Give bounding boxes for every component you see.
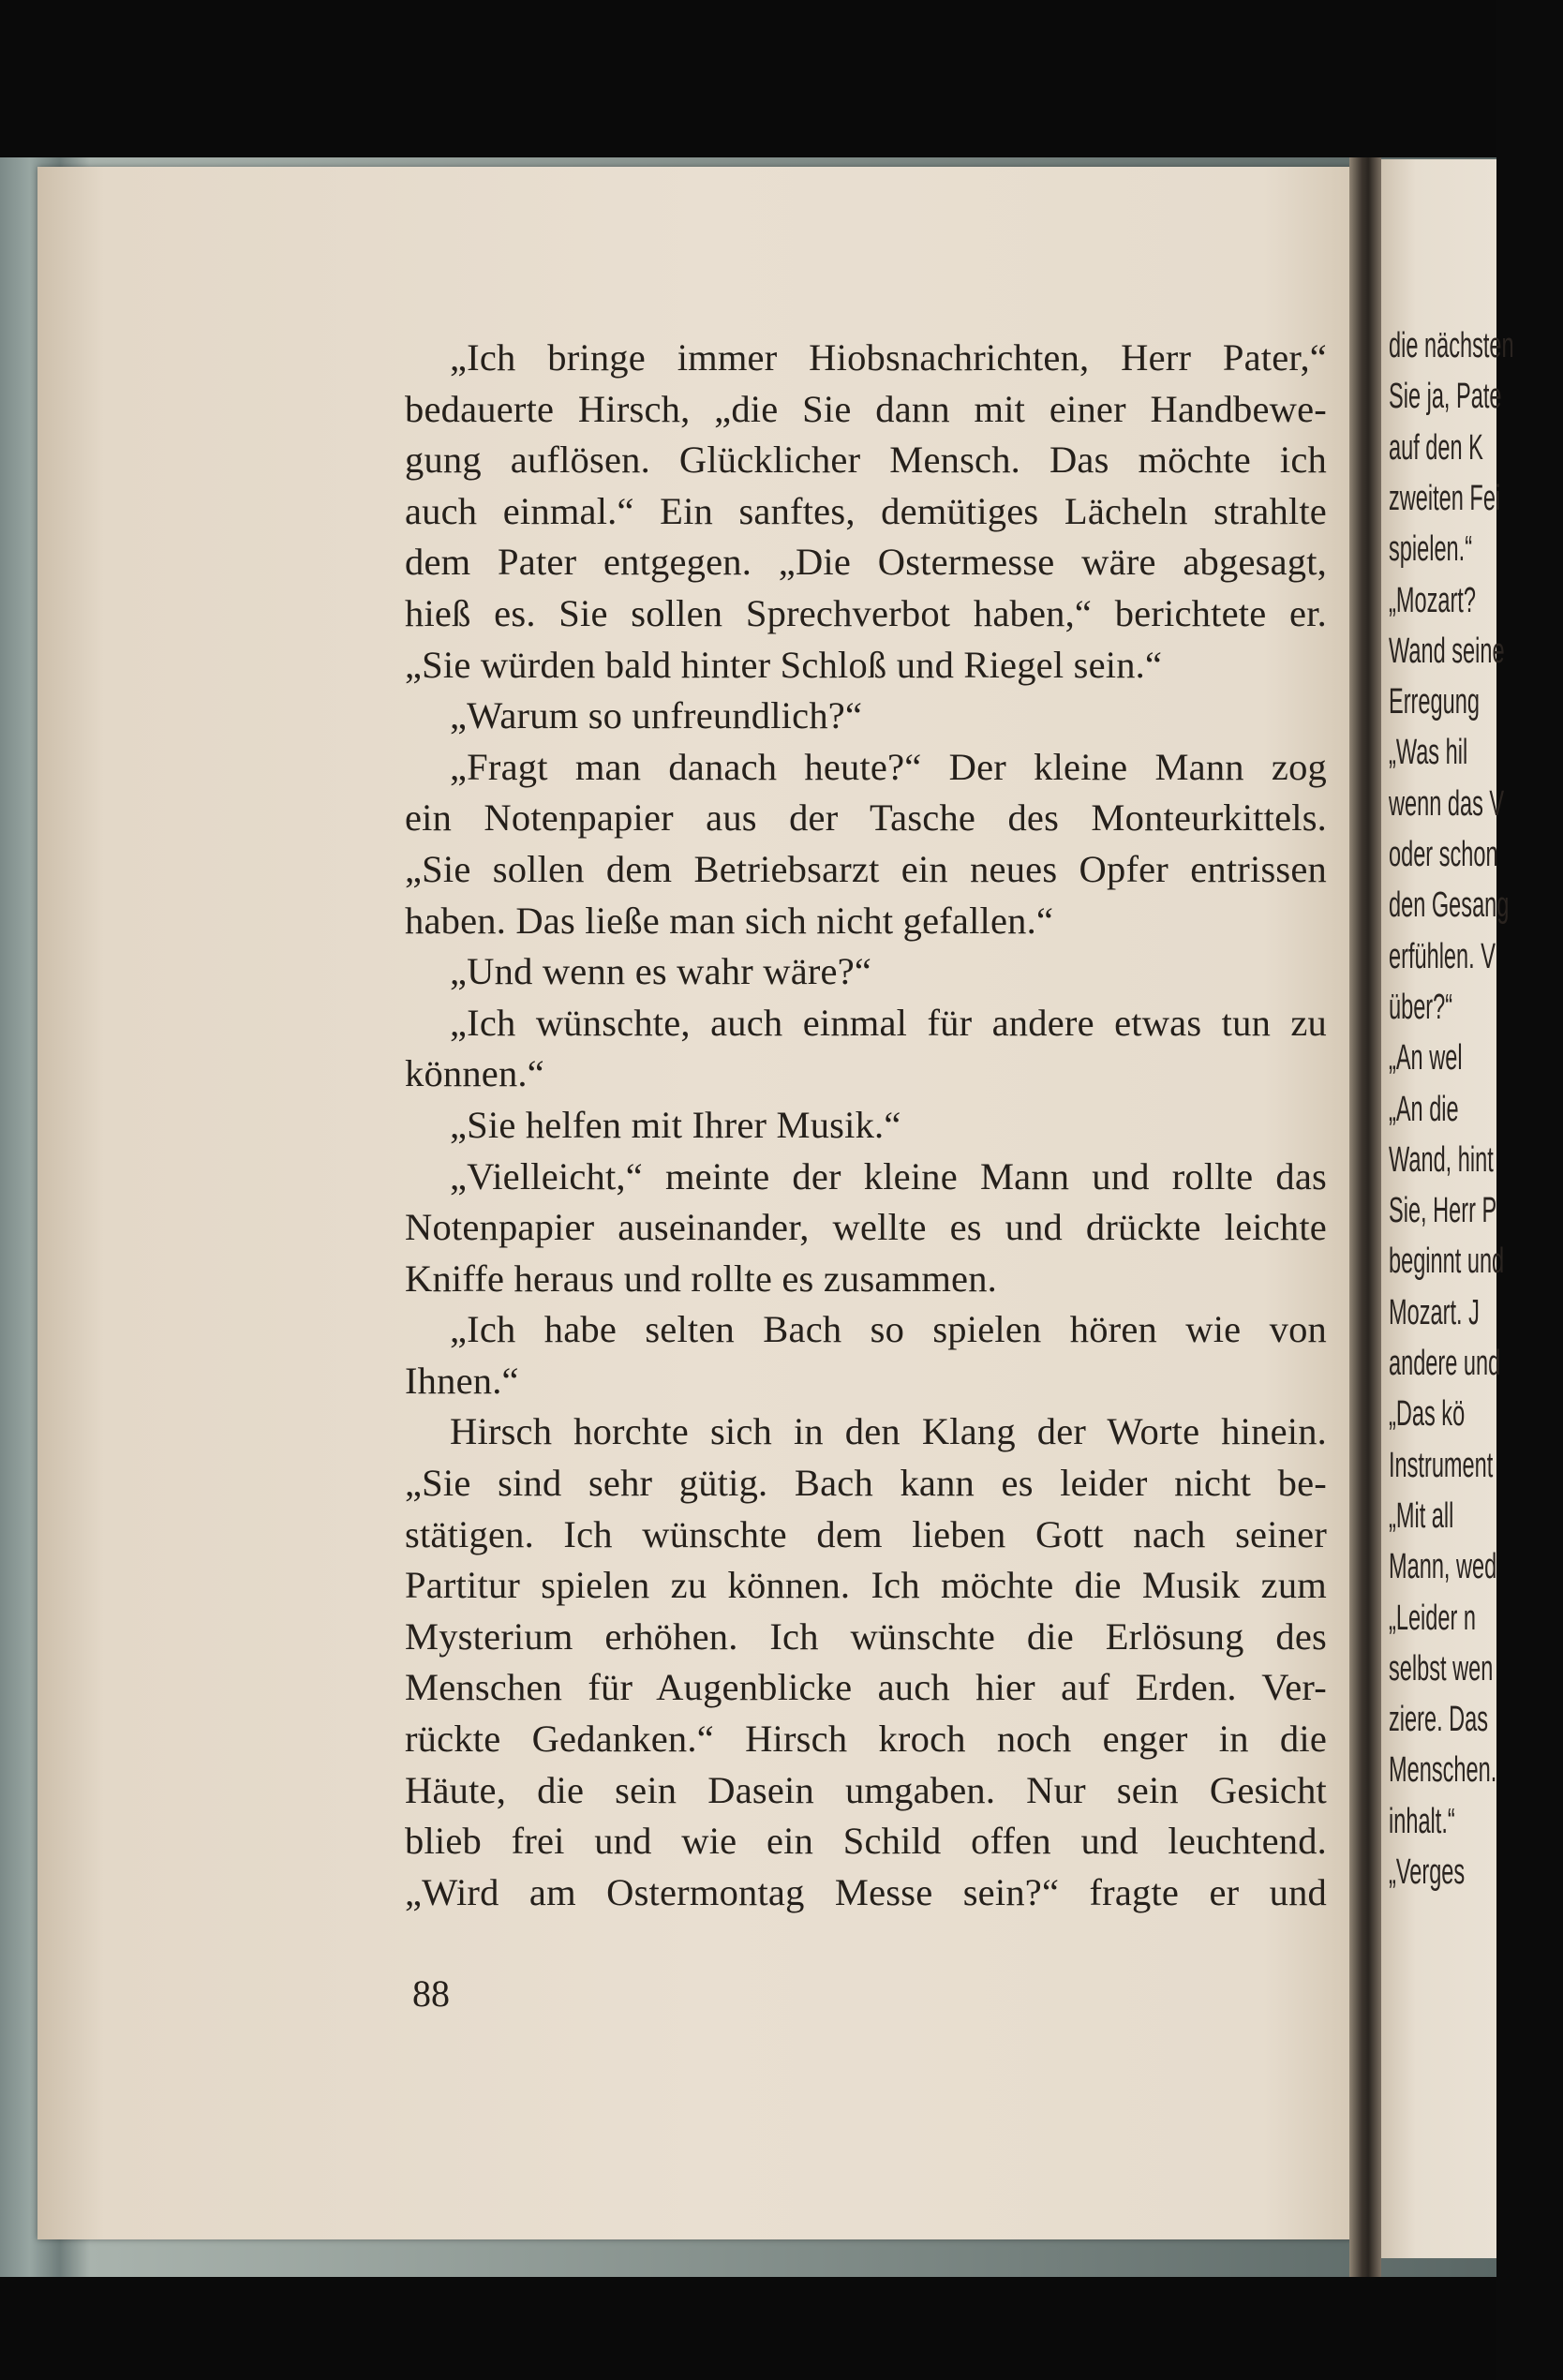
text-line: dem Pater entgegen. „Die Ostermesse wäre abgesagt, (405, 541, 1327, 584)
right-page-line: „Mozart? (1389, 580, 1476, 620)
text-line: hieß es. Sie sollen Sprechverbot haben,“ berichtete er. (405, 591, 1327, 634)
right-page-line: oder schon (1389, 835, 1498, 874)
right-page-line: „Verges (1389, 1852, 1466, 1892)
right-page-line: Wand seine (1389, 631, 1505, 671)
right-page-line: inhalt.“ (1389, 1801, 1455, 1841)
text-line: können.“ (405, 1052, 544, 1095)
right-page-line: wenn das V (1389, 783, 1505, 824)
right-page-line: Sie ja, Pate (1389, 377, 1502, 417)
book-gutter (1349, 157, 1381, 2277)
text-line: Notenpapier auseinander, wellte es und drückte leichte (405, 1206, 1327, 1249)
right-page-line: Mozart. J (1389, 1292, 1480, 1332)
right-page-line: „Leider n (1389, 1598, 1476, 1638)
page-number: 88 (412, 1972, 450, 2015)
text-line: Häute, die sein Dasein umgaben. Nur sein Gesicht (405, 1768, 1327, 1811)
text-line: „Ich bringe immer Hiobsnachrichten, Herr Pater,“ (450, 336, 1327, 379)
body-text (405, 333, 1327, 1918)
right-page-line: Instrument (1389, 1445, 1494, 1485)
text-line: „Sie sind sehr gütig. Bach kann es leider nicht be- (405, 1462, 1327, 1505)
text-line: bedauerte Hirsch, „die Sie dann mit einer Handbewe- (405, 387, 1327, 430)
text-line: Menschen für Augenblicke auch hier auf Erden. Ver- (405, 1666, 1327, 1709)
text-line: „Und wenn es wahr wäre?“ (450, 950, 872, 993)
right-page-line: die nächsten (1389, 326, 1514, 365)
text-line: auch einmal.“ Ein sanftes, demütiges Lächeln strahlte (405, 489, 1327, 532)
text-line: Kniffe heraus und rollte es zusammen. (405, 1257, 997, 1300)
right-page-line: „An die (1389, 1089, 1459, 1129)
right-page-line: den Gesang (1389, 885, 1510, 926)
text-line: gung auflösen. Glücklicher Mensch. Das möchte ich (405, 439, 1327, 482)
text-line: haben. Das ließe man sich nicht gefallen.“ (405, 899, 1054, 942)
right-page-line: ziere. Das (1389, 1700, 1489, 1740)
right-page-line: andere und (1389, 1344, 1501, 1383)
right-page-line: auf den K (1389, 427, 1483, 468)
right-page-line: beginnt und (1389, 1242, 1505, 1282)
text-line: „Wird am Ostermontag Messe sein?“ fragte er und (405, 1870, 1327, 1913)
text-line: Hirsch horchte sich in den Klang der Worte hinein. (450, 1410, 1327, 1453)
right-page-line: selbst wen (1389, 1648, 1494, 1688)
right-page-line: Menschen. (1389, 1750, 1497, 1791)
text-line: Mysterium erhöhen. Ich wünschte die Erlösung des (405, 1614, 1327, 1658)
right-page-line: über?“ (1389, 987, 1453, 1027)
text-line: rückte Gedanken.“ Hirsch kroch noch enger in die (405, 1718, 1327, 1761)
text-line: „Warum so unfreundlich?“ (450, 694, 863, 737)
right-page-line: Wand, hint (1389, 1139, 1494, 1180)
text-line: „Ich wünschte, auch einmal für andere etwas tun zu (450, 1001, 1327, 1044)
text-line: „Ich habe selten Bach so spielen hören wie von (450, 1308, 1327, 1351)
right-page-line: Mann, wed (1389, 1547, 1497, 1587)
right-page-line: erfühlen. V (1389, 936, 1496, 976)
text-line: Partitur spielen zu können. Ich möchte die Musik zum (405, 1564, 1327, 1607)
right-page-line: „An wel (1389, 1038, 1463, 1078)
right-page-fragment (1381, 159, 1514, 2258)
text-line: Ihnen.“ (405, 1359, 519, 1402)
right-page-line: zweiten Fei (1389, 478, 1501, 518)
text-line: blieb frei und wie ein Schild offen und leuchtend. (405, 1820, 1327, 1863)
right-page-line: Sie, Herr P (1389, 1191, 1497, 1231)
right-page-line: spielen.“ (1389, 529, 1473, 570)
right-page-line: Erregung (1389, 682, 1480, 722)
text-line: stätigen. Ich wünschte dem lieben Gott nach seiner (405, 1512, 1327, 1555)
text-line: „Sie helfen mit Ihrer Musik.“ (450, 1103, 901, 1146)
text-line: „Sie würden bald hinter Schloß und Riegel sein.“ (405, 643, 1163, 686)
text-line: ein Notenpapier aus der Tasche des Monteurkittels. (405, 796, 1327, 840)
right-page-line: „Was hil (1389, 733, 1468, 773)
text-line: „Fragt man danach heute?“ Der kleine Mann zog (450, 745, 1327, 788)
text-line: „Vielleicht,“ meinte der kleine Mann und rollte das (450, 1154, 1327, 1197)
right-page-line: „Mit all (1389, 1495, 1454, 1536)
text-line: „Sie sollen dem Betriebsarzt ein neues Opfer entrissen (405, 847, 1327, 890)
right-page-line: „Das kö (1389, 1394, 1466, 1435)
